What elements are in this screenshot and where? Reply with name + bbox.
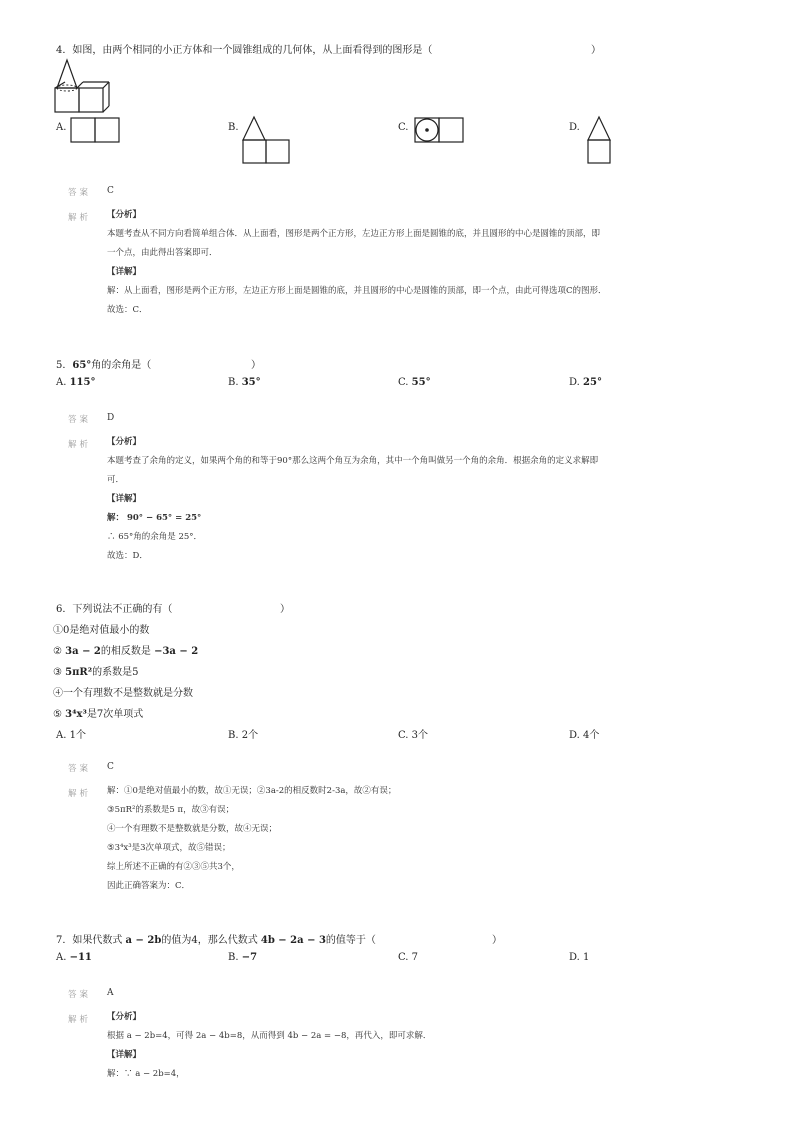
- q6-statement-3-suffix: 的系数是5: [92, 667, 139, 678]
- q5-option-b-letter: B.: [228, 377, 239, 388]
- q5-explanation: [107, 433, 598, 566]
- q7-option-c-letter: C.: [398, 952, 409, 963]
- q6-statement-2: [53, 642, 198, 657]
- q7-analysis-tag: 【分析】: [107, 1012, 142, 1022]
- q5-stem-math: 65°: [72, 360, 92, 371]
- q6-analysis-label: 解析: [68, 789, 92, 799]
- q4-answer-label: 答案: [68, 188, 92, 198]
- q6-detail-line-6: 因此正确答案为：C．: [107, 881, 191, 891]
- q5-answer-label: 答案: [68, 415, 92, 425]
- q4-option-a-figure: [70, 117, 120, 143]
- q4-option-d-figure: [586, 116, 612, 166]
- q5-option-a-value: 115°: [69, 377, 96, 388]
- q6-paren-close: ）: [280, 604, 290, 615]
- q4-option-b-figure: [241, 116, 291, 166]
- q4-analysis-label: 解析: [68, 213, 92, 223]
- q5-paren-close: ）: [251, 360, 261, 371]
- q7-option-c-value: 7: [411, 952, 419, 963]
- q7-stem-mid: 的值为4，那么代数式: [161, 935, 261, 946]
- q7-paren-close: ）: [492, 935, 502, 946]
- q5-option-a-letter: A.: [56, 377, 67, 388]
- q4-option-a-label: A.: [56, 122, 67, 133]
- q4-paren-close: ）: [591, 45, 601, 56]
- q5-answer-value: D: [107, 413, 115, 423]
- q5-stem-prefix: 5．: [56, 360, 73, 371]
- q6-statement-2-suffix: 的相反数是: [100, 646, 155, 657]
- q6-detail-line-2: ③5πR²的系数是5 π，故③有误；: [107, 805, 235, 815]
- q5-option-c-letter: C.: [398, 377, 409, 388]
- q7-stem-math-1: a − 2b: [125, 935, 162, 946]
- q5-analysis-tag: 【分析】: [107, 437, 142, 447]
- q5-option-d-letter: D.: [569, 377, 580, 388]
- q6-statement-2-math: 3a − 2: [65, 646, 101, 657]
- q6-statement-5-suffix: 是7次单项式: [86, 709, 144, 720]
- q7-option-d: [569, 952, 589, 963]
- q5-option-d: [569, 377, 602, 388]
- q4-solid-figure: [53, 58, 113, 114]
- q6-detail-line-5: 综上所述不正确的有②③⑤共3个，: [107, 862, 240, 872]
- q5-detail-line-1: 解： 90° − 65° = 25°: [107, 513, 202, 523]
- q6-statement-3-math: 5πR²: [65, 667, 93, 678]
- q4-detail-line-2: 故选：C．: [107, 305, 148, 315]
- q7-analysis-label: 解析: [68, 1015, 92, 1025]
- q6-explanation: [107, 782, 396, 896]
- q5-option-d-value: 25°: [583, 377, 602, 388]
- q5-option-b: [228, 377, 261, 388]
- q5-detail-tag: 【详解】: [107, 494, 142, 504]
- q5-stem: [56, 356, 151, 371]
- q6-answer-value: C: [107, 762, 114, 772]
- q7-option-b-value: −7: [241, 952, 258, 963]
- q7-option-a: [56, 952, 92, 963]
- q5-option-c-value: 55°: [411, 377, 431, 388]
- q7-explanation: [107, 1008, 431, 1084]
- q7-option-d-letter: D.: [569, 952, 580, 963]
- q6-stem: 6．下列说法不正确的有（: [56, 604, 173, 615]
- q7-answer-label: 答案: [68, 990, 92, 1000]
- q4-explanation: [107, 206, 607, 320]
- q7-stem-suffix: 的值等于（: [325, 935, 376, 946]
- q5-detail-line-2: ∴ 65°角的余角是 25°．: [107, 532, 203, 542]
- q6-option-a: A. 1个: [56, 730, 86, 741]
- q7-stem-math-2: 4b − 2a − 3: [260, 935, 326, 946]
- q6-option-d: D. 4个: [569, 730, 600, 741]
- q5-detail-line-3: 故选：D．: [107, 551, 148, 561]
- q7-option-d-value: 1: [583, 952, 590, 963]
- q7-option-c: [398, 952, 418, 963]
- q7-answer-value: A: [107, 988, 114, 998]
- q6-statement-3: [53, 663, 139, 678]
- q4-stem: [56, 41, 432, 56]
- q6-answer-label: 答案: [68, 764, 92, 774]
- q4-stem-text: 4．如图，由两个相同的小正方体和一个圆锥组成的几何体，从上面看得到的图形是（: [56, 45, 433, 56]
- q6-statement-1: ①0是绝对值最小的数: [53, 625, 150, 636]
- q7-option-b-letter: B.: [228, 952, 239, 963]
- q5-option-c: [398, 377, 431, 388]
- q7-detail-tag: 【详解】: [107, 1050, 142, 1060]
- q4-analysis-line-2: 一个点，由此得出答案即可．: [107, 248, 218, 258]
- q5-analysis-line-2: 可．: [107, 475, 125, 485]
- q5-option-a: [56, 377, 95, 388]
- q4-option-c-figure: [414, 117, 464, 143]
- q4-detail-line-1: 解：从上面看，图形是两个正方形，左边正方形上面是圆锥的底，并且圆形的中心是圆锥的顶部，即一个点，由此可得选项C的图形．: [107, 286, 607, 296]
- q4-detail-tag: 【详解】: [107, 267, 142, 277]
- q5-analysis-label: 解析: [68, 440, 92, 450]
- q6-statement-2-prefix: ②: [53, 646, 66, 657]
- q5-option-b-value: 35°: [241, 377, 261, 388]
- q4-option-d-label: D.: [569, 122, 580, 133]
- q7-option-b: [228, 952, 257, 963]
- q7-detail-line-1: 解：∵ a − 2b=4，: [107, 1069, 185, 1079]
- q6-detail-line-1: 解：①0是绝对值最小的数，故①无误；②3a-2的相反数时2-3a，故②有误；: [107, 786, 397, 796]
- q4-analysis-tag: 【分析】: [107, 210, 142, 220]
- q7-stem: [56, 931, 376, 946]
- q7-stem-prefix: 7．如果代数式: [56, 935, 126, 946]
- q7-analysis-line-1: 根据 a − 2b=4，可得 2a − 4b=8，从而得到 4b − 2a = −8，再代入，即可求解．: [107, 1031, 432, 1041]
- q6-statement-5-prefix: ⑤: [53, 709, 66, 720]
- q6-option-b: B. 2个: [228, 730, 259, 741]
- q6-detail-line-3: ④一个有理数不是整数就是分数，故④无误；: [107, 824, 278, 834]
- q4-option-b-label: B.: [228, 122, 239, 133]
- q6-option-c: C. 3个: [398, 730, 429, 741]
- q5-analysis-line-1: 本题考查了余角的定义，如果两个角的和等于90°那么这两个角互为余角，其中一个角叫做另一个角的余角．根据余角的定义求解即: [107, 456, 599, 466]
- q6-statement-4: ④一个有理数不是整数就是分数: [53, 688, 193, 699]
- q7-option-a-letter: A.: [56, 952, 67, 963]
- q7-option-a-value: −11: [69, 952, 92, 963]
- q4-answer-value: C: [107, 186, 114, 196]
- q4-option-c-label: C.: [398, 122, 409, 133]
- q6-detail-line-4: ⑤3⁴x³是3次单项式，故⑤错误；: [107, 843, 231, 853]
- q4-analysis-line-1: 本题考查从不同方向看简单组合体．从上面看，图形是两个正方形，左边正方形上面是圆锥的底，并且圆形的中心是圆锥的顶部，即: [107, 229, 601, 239]
- q6-statement-5: [53, 705, 143, 720]
- q6-statement-3-prefix: ③: [53, 667, 66, 678]
- q6-statement-5-math: 3⁴x³: [65, 709, 87, 720]
- q6-statement-2-math2: −3a − 2: [154, 646, 199, 657]
- q5-stem-suffix: 角的余角是（: [91, 360, 152, 371]
